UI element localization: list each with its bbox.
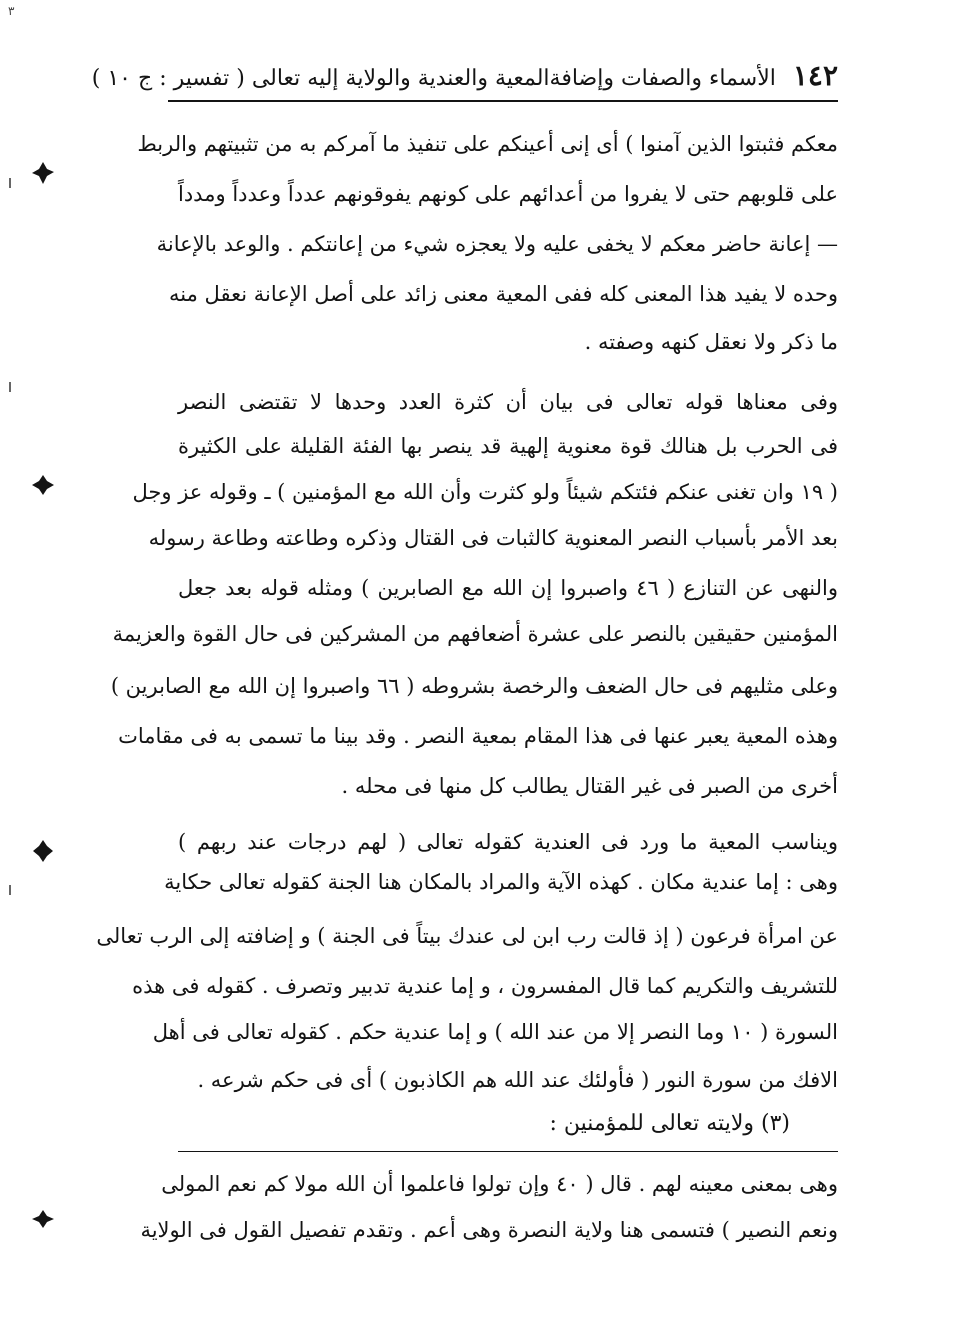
punch-hole-mark xyxy=(30,472,56,498)
text-line: وهذه المعية يعبر عنها فى هذا المقام بمعية النصر . وقد بينا ما تسمى به فى مقامات xyxy=(118,724,838,748)
text-line: أخرى من الصبر فى غير القتال يطالب كل منها فى محله . xyxy=(341,774,838,798)
page-number: ١٤٢ xyxy=(792,59,838,92)
text-line: فى الحرب بل هنالك قوة معنوية إلهية قد ينصر بها الفئة القليلة على الكثيرة xyxy=(178,434,838,458)
text-line: عن امرأة فرعون ( إذ قالت رب ابن لى عندك بيتاً فى الجنة ) و إضافته إلى الرب تعالى xyxy=(96,924,838,948)
punch-hole-mark xyxy=(30,160,56,186)
punch-hole-mark xyxy=(30,838,56,864)
running-header xyxy=(91,56,838,96)
text-line: معكم فثبتوا الذين آمنوا ) أى إنى أعينكم على تنفيذ ما آمركم به من تثبيتهم والربط xyxy=(137,132,838,156)
text-line: وفى معناها قوله تعالى فى بيان أن كثرة العدد وحدها لا تقتضى النصر xyxy=(178,390,838,414)
margin-tick xyxy=(9,382,11,392)
text-line: ( ١٩ وان تغنى عنكم فئتكم شيئاً ولو كثرت وأن الله مع المؤمنين ) ـ وقوله عز وجل xyxy=(132,480,838,504)
text-line: ما ذكر ولا نعقل كنهه وصفته . xyxy=(584,330,838,354)
text-line: للتشريف والتكريم كما قال المفسرون ، و إما عندية تدبير وتصرف . كقوله فى هذه xyxy=(132,974,838,998)
section-rule xyxy=(178,1151,838,1152)
text-line: السورة ( ١٠ وما النصر إلا من عند الله ) و إما عندية حكم . كقوله تعالى فى أهل xyxy=(152,1020,838,1044)
text-line: الافك من سورة النور ( فأولئك عند الله هم الكاذبون ) أى فى حكم شرعه . xyxy=(197,1068,838,1092)
margin-tick xyxy=(9,885,11,895)
margin-tick xyxy=(9,178,11,188)
header-title: الأسماء والصفات وإضافةالمعية والعندية والولاية إليه تعالى ( تفسير : ج ١٠ ) xyxy=(91,66,776,91)
header-rule xyxy=(168,100,838,102)
text-line: وهى بمعنى معينه لهم . قال ( ٤٠ وإن تولوا فاعلموا أن الله مولا كم نعم المولى xyxy=(161,1172,838,1196)
text-line: ونعم النصير ) فتسمى هنا ولاية النصرة وهى أعم . وتقدم تفصيل القول فى الولاية xyxy=(140,1218,838,1242)
text-line: وهى : إما عندية مكان . كهذه الآية والمراد بالمكان هنا الجنة كقوله تعالى حكاية xyxy=(164,870,838,894)
text-line: على قلوبهم حتى لا يفروا من أعدائهم على كونهم يفوقونهم عدداً وعدداً ومدداً xyxy=(178,182,838,206)
text-line: وعلى مثليهم فى حال الضعف والرخصة بشروطه ( ٦٦ واصبروا إن الله مع الصابرين ) xyxy=(110,674,838,698)
text-line: والنهى عن التنازع ( ٤٦ واصبروا إن الله مع الصابرين ) ومثله قوله بعد جعل xyxy=(178,576,838,600)
text-line: ويناسب المعية ما ورد فى العندية كقوله تعالى ( لهم درجات عند ربهم ) xyxy=(178,830,838,854)
corner-mark: ٣ xyxy=(8,4,15,18)
punch-hole-mark xyxy=(30,1206,56,1232)
text-line: بعد الأمر بأسباب النصر المعنوية كالثبات فى القتال وذكره وطاعته وطاعة رسوله xyxy=(148,526,838,550)
text-line: المؤمنين حقيقين بالنصر على عشرة أضعافهم من المشركين فى حال القوة والعزيمة xyxy=(112,622,838,646)
text-line: وحده لا يفيد هذا المعنى كله ففى المعية معنى زائد على أصل الإعانة نعقل منه xyxy=(169,282,838,306)
text-line: — إعانة حاضر معكم لا يخفى عليه ولا يعجزه شيء من إعانتكم . والوعد بالإعانة xyxy=(156,232,838,256)
section-heading: (٣) ولايته تعالى للمؤمنين : xyxy=(549,1111,790,1136)
